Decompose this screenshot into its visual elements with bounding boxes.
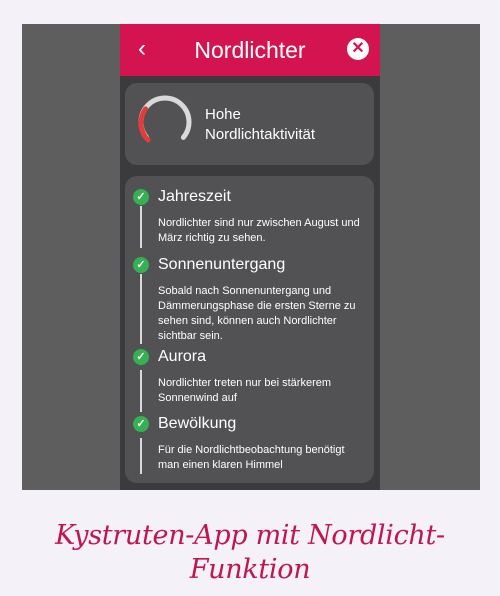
page-title: Nordlichter <box>194 37 306 63</box>
timeline-line <box>140 274 142 344</box>
check-icon: ✓ <box>133 349 149 365</box>
step-title-jahreszeit: Jahreszeit <box>158 188 231 205</box>
caption: Kystruten-App mit Nordlicht-Funktion <box>55 520 445 585</box>
step-text-bewoelkung: Für die Nordlichtbeobachtung benötigt man einen klaren Himmel <box>158 444 345 471</box>
gauge-track <box>141 98 189 137</box>
check-icon: ✓ <box>133 416 149 432</box>
activity-label-line2: Nordlichtaktivität <box>205 126 316 143</box>
back-chevron-icon[interactable]: ‹ <box>138 35 146 62</box>
activity-card <box>125 83 374 165</box>
activity-gauge <box>137 95 193 151</box>
step-title-sonnenuntergang: Sonnenuntergang <box>158 256 286 273</box>
check-icon: ✓ <box>133 189 149 205</box>
close-icon[interactable]: ✕ <box>347 38 369 60</box>
step-title-bewoelkung: Bewölkung <box>158 415 237 432</box>
check-icon: ✓ <box>133 257 149 273</box>
timeline-line <box>140 438 142 474</box>
timeline-line <box>140 370 142 412</box>
step-text-aurora: Nordlichter treten nur bei stärkerem Sonnenwind auf <box>158 377 332 404</box>
app-screen <box>120 24 380 490</box>
step-text-sonnenuntergang: Sobald nach Sonnenuntergang und Dämmerungsphase die ersten Sterne zu sehen sind, können auch Nordlichter sichtbar sein. <box>158 285 356 342</box>
step-text-jahreszeit: Nordlichter sind nur zwischen August und März richtig zu sehen. <box>158 217 360 244</box>
activity-label <box>205 105 315 145</box>
timeline-line <box>140 206 142 248</box>
activity-label-line1: Hohe <box>205 106 241 123</box>
step-title-aurora: Aurora <box>158 348 207 365</box>
gauge-fill <box>141 109 148 140</box>
app-header <box>120 24 380 76</box>
conditions-list <box>125 176 374 483</box>
